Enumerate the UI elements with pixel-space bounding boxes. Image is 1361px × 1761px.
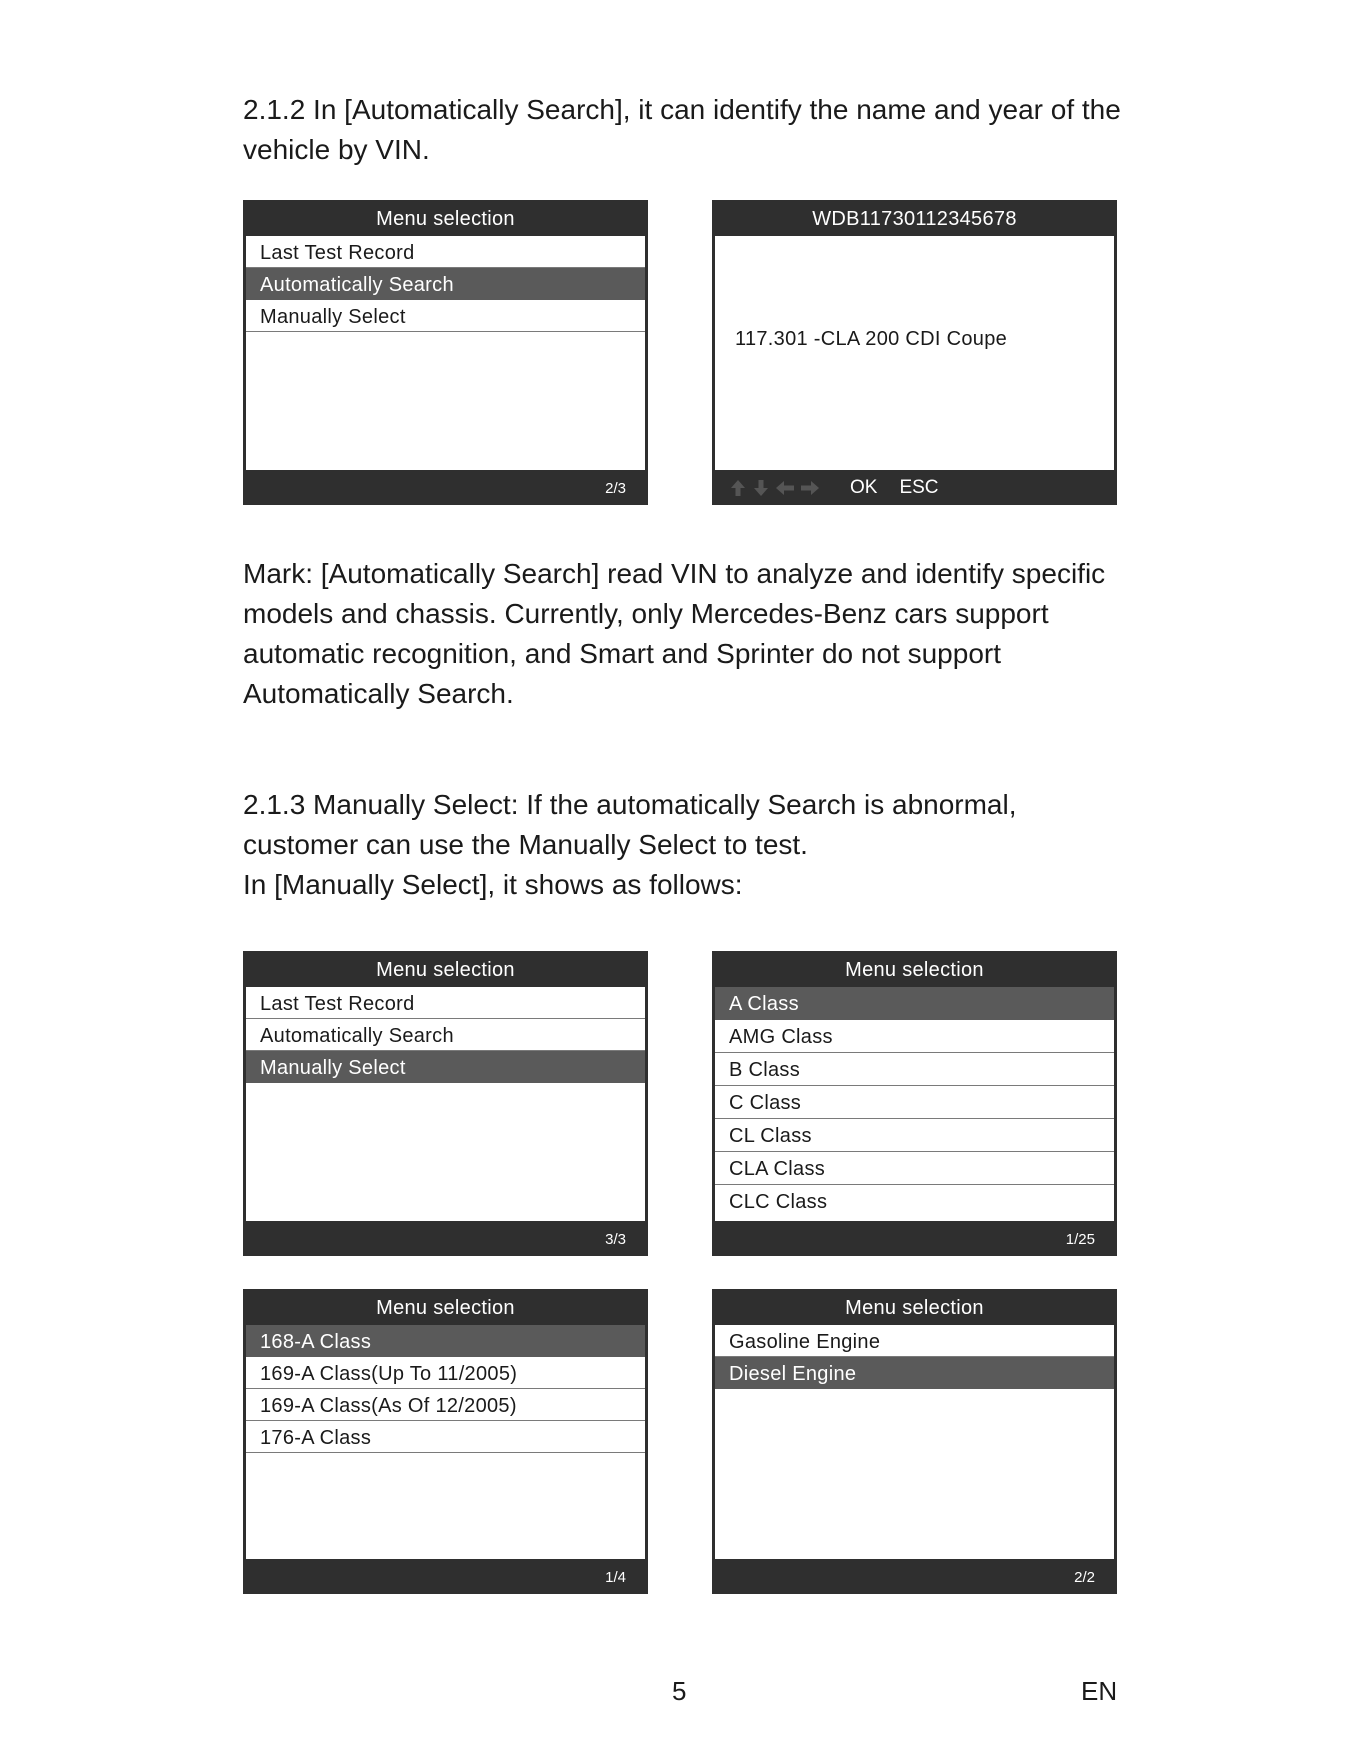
section-2-1-2-text: 2.1.2 In [Automatically Search], it can identify the name and year of the vehicle by VIN. [243, 94, 1121, 165]
list-item-class[interactable]: AMG Class [715, 1020, 1114, 1053]
list-item-class[interactable]: A Class [715, 987, 1114, 1020]
screen-engine-type [712, 1289, 1117, 1594]
screen-footer [712, 1221, 1117, 1256]
page-indicator: 1/4 [605, 1569, 626, 1586]
vin-title: WDB11730112345678 [812, 208, 1017, 230]
vin-body [715, 236, 1114, 470]
menu-item-automatically-search[interactable]: Automatically Search [246, 1019, 645, 1051]
list-item-class[interactable]: CLA Class [715, 1152, 1114, 1185]
screen-title: Menu selection [845, 959, 984, 981]
list-item-engine[interactable]: Diesel Engine [715, 1357, 1114, 1389]
mark-note-text: Mark: [Automatically Search] read VIN to analyze and identify specific models and chassis. Currently, only Mercedes-Benz cars support automatic recognition, and Smart and Sprinter do not support Automatically Search. [243, 558, 1106, 709]
page-indicator: 3/3 [605, 1231, 626, 1248]
menu-item-last-test-record[interactable]: Last Test Record [246, 236, 645, 268]
page-number: 5 [672, 1676, 687, 1706]
screen-footer [712, 1559, 1117, 1594]
menu-list [246, 236, 645, 470]
page-indicator: 1/25 [1065, 1231, 1095, 1248]
list-item-class[interactable]: C Class [715, 1086, 1114, 1119]
list-item-chassis[interactable]: 176-A Class [246, 1421, 645, 1453]
screen-footer [243, 1559, 648, 1594]
screen-footer [243, 1221, 648, 1256]
page-indicator: 2/2 [1074, 1569, 1095, 1586]
class-list [715, 987, 1114, 1221]
page-indicator: 2/3 [605, 480, 626, 497]
list-item-chassis[interactable]: 168-A Class [246, 1325, 645, 1357]
language-label: EN [1081, 1676, 1118, 1706]
engine-list [715, 1325, 1114, 1559]
vehicle-model-result[interactable]: 117.301 -CLA 200 CDI Coupe [735, 328, 1008, 350]
list-item-chassis[interactable]: 169-A Class(As Of 12/2005) [246, 1389, 645, 1421]
screen-vin-result [712, 200, 1117, 505]
key-hints [728, 476, 939, 500]
menu-item-last-test-record[interactable]: Last Test Record [246, 987, 645, 1019]
screen-title: Menu selection [845, 1297, 984, 1319]
right-arrow-icon [799, 478, 821, 498]
list-item-engine[interactable]: Gasoline Engine [715, 1325, 1114, 1357]
menu-item-manually-select[interactable]: Manually Select [246, 300, 645, 332]
list-item-class[interactable]: CL Class [715, 1119, 1114, 1152]
list-item-class[interactable]: CLC Class [729, 1191, 828, 1213]
screen-title: Menu selection [376, 1297, 515, 1319]
list-item-class[interactable]: B Class [715, 1053, 1114, 1086]
screen-footer [243, 470, 648, 505]
menu-item-automatically-search[interactable]: Automatically Search [246, 268, 645, 300]
screen-title: Menu selection [376, 208, 515, 230]
section-2-1-3-text: 2.1.3 Manually Select: If the automatically Search is abnormal, customer can use the Manually Select to test. [243, 789, 1017, 860]
screen-menu-manual [243, 951, 648, 1256]
up-arrow-icon [728, 478, 748, 498]
menu-list [246, 987, 645, 1221]
menu-item-manually-select[interactable]: Manually Select [246, 1051, 645, 1083]
screen-menu-automatic [243, 200, 648, 505]
screen-class-list [712, 951, 1117, 1256]
down-arrow-icon [751, 478, 771, 498]
screen-footer [712, 470, 1117, 505]
screen-title: Menu selection [376, 959, 515, 981]
chassis-list [246, 1325, 645, 1559]
screen-a-class-list [243, 1289, 648, 1594]
ok-key-label[interactable]: OK [850, 477, 878, 498]
section-2-1-3-intro: In [Manually Select], it shows as follows: [243, 869, 743, 900]
left-arrow-icon [774, 478, 796, 498]
list-item-chassis[interactable]: 169-A Class(Up To 11/2005) [246, 1357, 645, 1389]
esc-key-label[interactable]: ESC [899, 477, 939, 498]
